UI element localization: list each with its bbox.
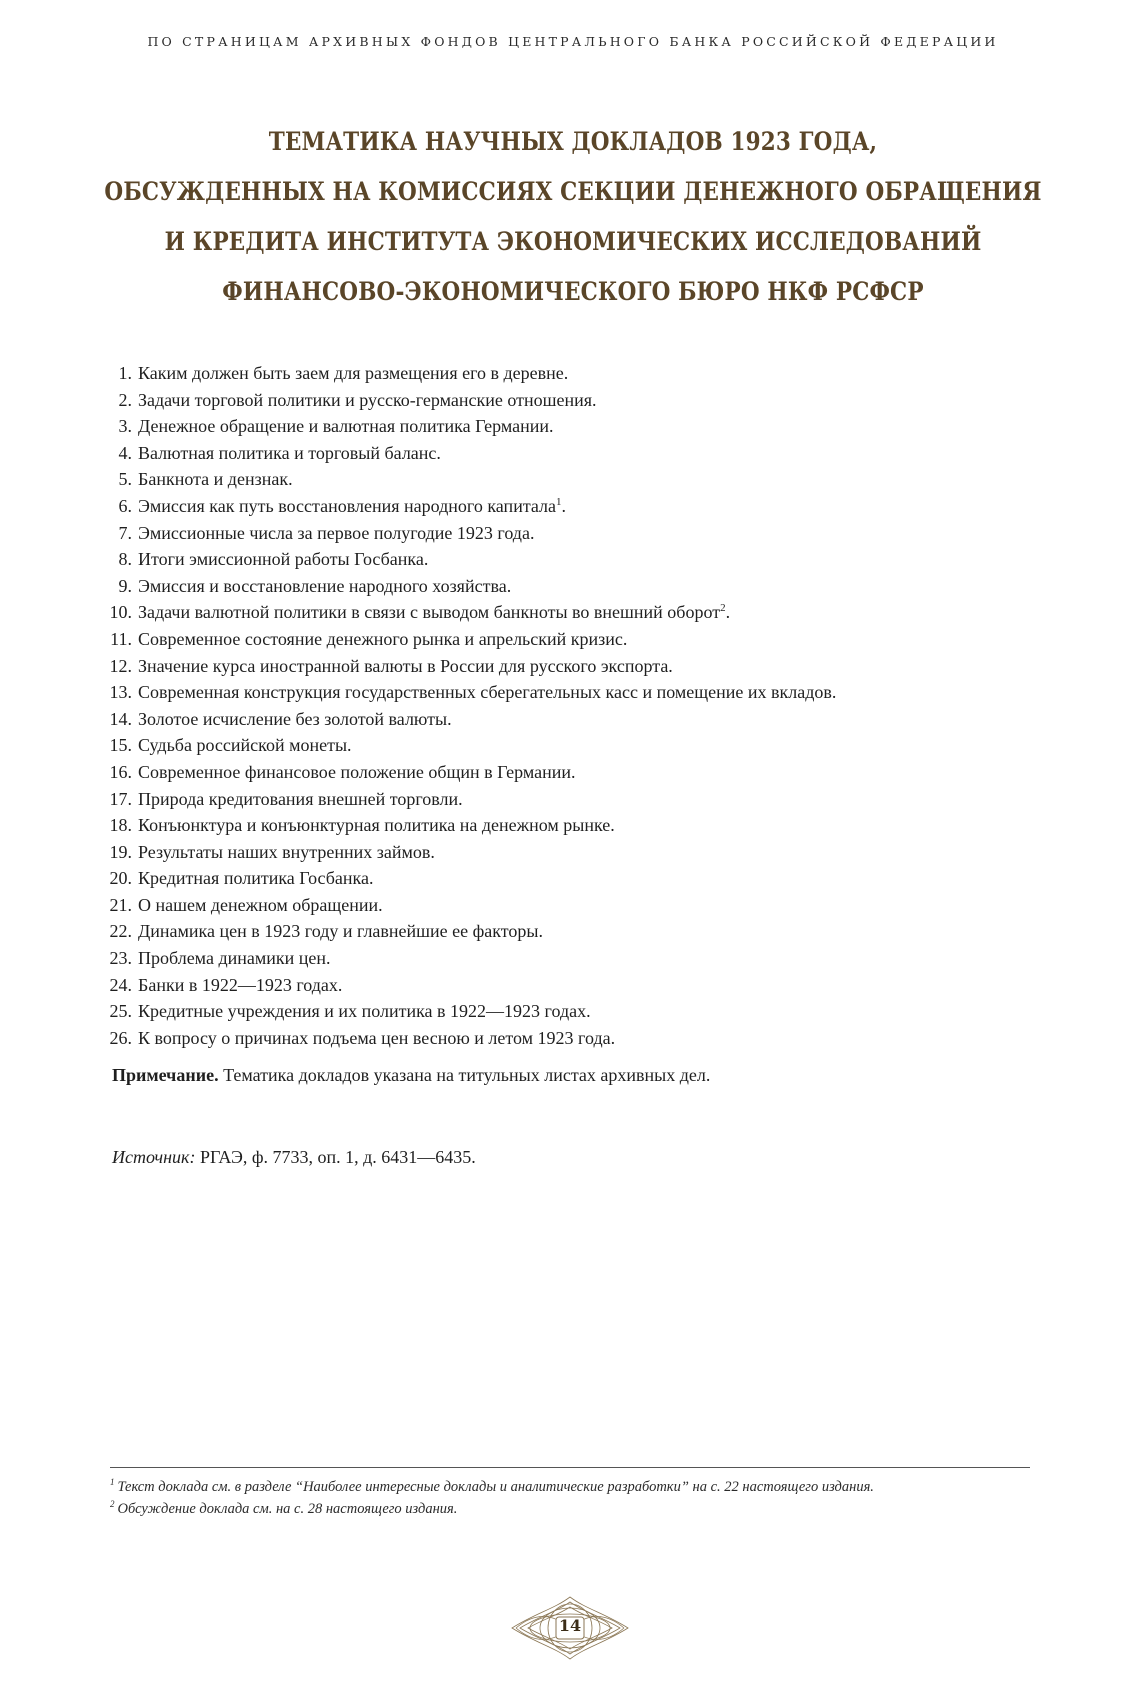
topic-number: 24. <box>109 974 132 995</box>
topic-list <box>100 360 1040 1051</box>
topic-item <box>100 918 1040 945</box>
source-citation <box>112 1147 476 1168</box>
topic-item <box>100 972 1040 999</box>
topic-item <box>100 360 1040 387</box>
title-line: ФИНАНСОВО-ЭКОНОМИЧЕСКОГО БЮРО НКФ РСФСР <box>222 277 924 306</box>
topic-number: 13. <box>109 682 132 703</box>
topic-item <box>100 706 1040 733</box>
title-line: ОБСУЖДЕННЫХ НА КОМИССИЯХ СЕКЦИИ ДЕНЕЖНОГО ОБРАЩЕНИЯ <box>104 177 1042 206</box>
topic-item <box>100 653 1040 680</box>
topic-punctuation: . <box>725 602 731 623</box>
topic-item <box>100 839 1040 866</box>
topic-number: 1. <box>118 363 132 383</box>
source-label: Источник: <box>112 1147 196 1167</box>
topic-text: Золотое исчисление без золотой валюты. <box>138 708 452 729</box>
topic-item <box>100 1025 1040 1052</box>
topic-text: Динамика цен в 1923 году и главнейшие ее факторы. <box>138 921 544 942</box>
topic-text: Задачи валютной политики в связи с выводом банкноты во внешний оборот <box>138 602 721 623</box>
topic-item <box>100 732 1040 759</box>
title-line: И КРЕДИТА ИНСТИТУТА ЭКОНОМИЧЕСКИХ ИССЛЕДОВАНИЙ <box>164 227 982 256</box>
topic-text: Проблема динамики цен. <box>138 948 331 969</box>
page-number: 14 <box>558 1616 582 1635</box>
topic-text: Современное состояние денежного рынка и апрельский кризис. <box>138 628 628 649</box>
topic-number: 7. <box>118 522 132 543</box>
topic-number: 5. <box>118 469 132 490</box>
topic-text: Денежное обращение и валютная политика Германии. <box>138 416 554 437</box>
topic-text: Каким должен быть заем для размещения его в деревне. <box>138 363 569 383</box>
footnote-mark: 1 <box>110 1477 115 1488</box>
footnote <box>110 1498 1030 1520</box>
topic-number: 2. <box>118 389 132 410</box>
topic-item <box>100 759 1040 786</box>
topic-text: Эмиссионные числа за первое полугодие 1923 года. <box>138 522 535 543</box>
topic-text: Судьба российской монеты. <box>138 735 352 756</box>
footnote-reference: 2 <box>720 602 726 615</box>
footnote-reference: 1 <box>556 495 562 508</box>
topic-number: 16. <box>109 761 132 782</box>
topic-text: Значение курса иностранной валюты в России для русского экспорта. <box>138 655 673 676</box>
topic-number: 3. <box>118 416 132 437</box>
topic-number: 23. <box>109 948 132 969</box>
topic-item <box>100 440 1040 467</box>
topic-item <box>100 546 1040 573</box>
title-line: ТЕМАТИКА НАУЧНЫХ ДОКЛАДОВ 1923 ГОДА, <box>268 127 878 156</box>
topic-text: Результаты наших внутренних займов. <box>138 841 435 862</box>
footnote-mark: 2 <box>110 1499 115 1510</box>
topic-item <box>100 786 1040 813</box>
topic-number: 6. <box>118 495 132 516</box>
topic-number: 9. <box>118 575 132 596</box>
source-text: РГАЭ, ф. 7733, оп. 1, д. 6431—6435. <box>199 1147 476 1167</box>
page-title <box>80 117 1066 317</box>
topic-number: 25. <box>109 1001 132 1022</box>
topic-item <box>100 812 1040 839</box>
topic-item <box>100 599 1040 626</box>
topic-text: Природа кредитования внешней торговли. <box>138 788 463 809</box>
topic-text: К вопросу о причинах подъема цен весною и летом 1923 года. <box>138 1027 616 1048</box>
running-head: ПО СТРАНИЦАМ АРХИВНЫХ ФОНДОВ ЦЕНТРАЛЬНОГО БАНКА РОССИЙСКОЙ ФЕДЕРАЦИИ <box>147 34 999 49</box>
footnote-divider <box>110 1467 1030 1468</box>
topic-number: 14. <box>109 708 132 729</box>
note <box>112 1065 710 1086</box>
note-text: Тематика докладов указана на титульных листах архивных дел. <box>223 1065 711 1085</box>
topic-number: 10. <box>109 602 132 623</box>
topic-text: Современная конструкция государственных сберегательных касс и помещение их вкладов. <box>138 682 837 703</box>
topic-number: 15. <box>109 735 132 756</box>
topic-text: Конъюнктура и конъюнктурная политика на денежном рынке. <box>138 815 615 836</box>
topic-text: Банки в 1922—1923 годах. <box>138 974 343 995</box>
topic-item <box>100 626 1040 653</box>
topic-text: Кредитная политика Госбанка. <box>138 868 374 889</box>
footnote-text: Текст доклада см. в разделе “Наиболее интересные доклады и аналитические разработки” на с. 22 настоящего издания. <box>117 1479 874 1495</box>
topic-text: Современное финансовое положение общин в Германии. <box>138 761 576 782</box>
topic-number: 17. <box>109 788 132 809</box>
topic-item <box>100 520 1040 547</box>
footnote-text: Обсуждение доклада см. на с. 28 настоящего издания. <box>117 1501 458 1517</box>
topic-item <box>100 998 1040 1025</box>
topic-text: Задачи торговой политики и русско-германские отношения. <box>138 389 597 410</box>
topic-text: Эмиссия как путь восстановления народного капитала <box>138 495 557 516</box>
topic-item <box>100 466 1040 493</box>
topic-item <box>100 945 1040 972</box>
topic-item <box>100 413 1040 440</box>
topic-punctuation: . <box>561 495 567 516</box>
topic-item <box>100 493 1040 520</box>
topic-text: Банкнота и дензнак. <box>138 469 293 490</box>
topic-number: 4. <box>118 442 132 463</box>
footnotes <box>110 1476 1030 1520</box>
topic-item <box>100 573 1040 600</box>
topic-text: Валютная политика и торговый баланс. <box>138 442 441 463</box>
footnote <box>110 1476 1030 1498</box>
topic-number: 22. <box>109 921 132 942</box>
topic-number: 12. <box>109 655 132 676</box>
topic-number: 19. <box>109 841 132 862</box>
topic-text: Эмиссия и восстановление народного хозяйства. <box>138 575 512 596</box>
topic-text: Итоги эмиссионной работы Госбанка. <box>138 549 429 570</box>
topic-number: 26. <box>109 1027 132 1048</box>
topic-item <box>100 679 1040 706</box>
topic-number: 11. <box>110 628 132 649</box>
note-label: Примечание. <box>112 1065 219 1085</box>
topic-number: 18. <box>109 815 132 836</box>
topic-number: 21. <box>109 894 132 915</box>
topic-item <box>100 892 1040 919</box>
topic-text: О нашем денежном обращении. <box>138 894 383 915</box>
topic-text: Кредитные учреждения и их политика в 1922—1923 годах. <box>138 1001 591 1022</box>
topic-number: 20. <box>109 868 132 889</box>
topic-number: 8. <box>118 549 132 570</box>
topic-item <box>100 865 1040 892</box>
topic-item <box>100 387 1040 414</box>
